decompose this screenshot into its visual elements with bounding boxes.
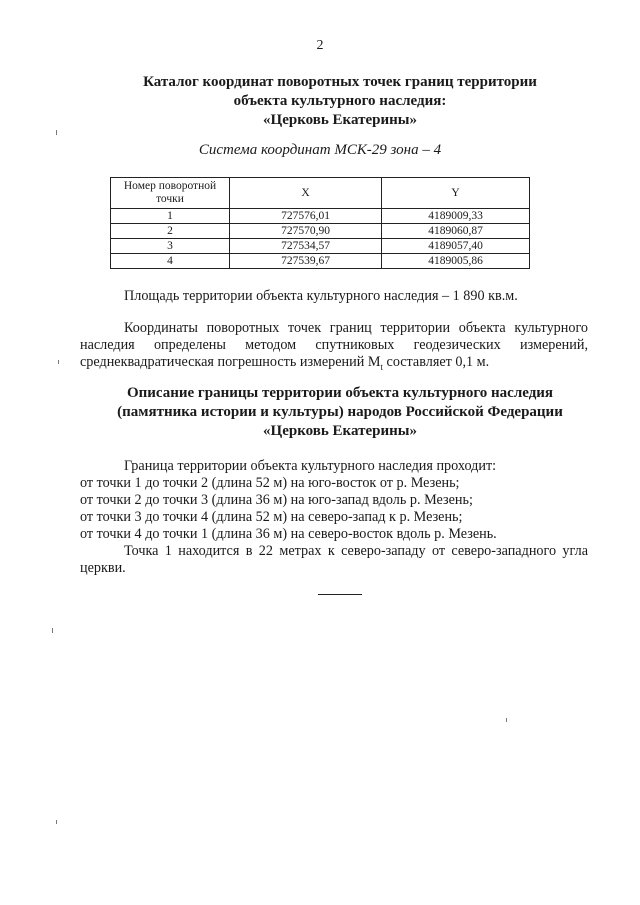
boundary-segment: от точки 4 до точки 1 (длина 36 м) на северо-восток вдоль р. Мезень. <box>80 526 497 542</box>
boundary-segment: от точки 1 до точки 2 (длина 52 м) на юго-восток от р. Мезень; <box>80 475 460 491</box>
catalog-heading-line: Каталог координат поворотных точек границ территории <box>143 74 537 90</box>
cell-x: 727539,67 <box>230 254 382 269</box>
cell-point-number: 2 <box>111 224 230 239</box>
method-text-end: составляет 0,1 м. <box>382 354 490 370</box>
scan-mark <box>506 718 507 722</box>
cell-y: 4189009,33 <box>382 209 530 224</box>
scan-mark <box>52 628 53 633</box>
area-paragraph: Площадь территории объекта культурного наследия – 1 890 кв.м. <box>124 288 518 304</box>
cell-point-number: 4 <box>111 254 230 269</box>
end-separator <box>318 594 362 595</box>
cell-point-number: 1 <box>111 209 230 224</box>
cell-point-number: 3 <box>111 239 230 254</box>
table-row <box>111 254 530 269</box>
description-heading <box>80 384 600 441</box>
measurement-subscript: t <box>380 361 383 372</box>
coordinates-method-paragraph <box>80 320 588 376</box>
column-header-y: Y <box>382 178 530 209</box>
boundary-description <box>80 458 588 577</box>
table-header-row <box>111 178 530 209</box>
boundary-segment: от точки 2 до точки 3 (длина 36 м) на юго-запад вдоль р. Мезень; <box>80 492 473 508</box>
catalog-heading-line: объекта культурного наследия: <box>233 93 447 109</box>
method-text: Координаты поворотных точек границ территории объекта культурного наследия определены методом спутниковых геодезических измерений, среднеквадратическая погрешность измерений M <box>80 320 588 370</box>
boundary-segment: от точки 3 до точки 4 (длина 52 м) на северо-запад к р. Мезень; <box>80 509 463 525</box>
description-heading-line: (памятника истории и культуры) народов Российской Федерации <box>117 404 563 420</box>
column-header-point: Номер поворотной точки <box>111 178 230 209</box>
cell-y: 4189060,87 <box>382 224 530 239</box>
description-heading-line: Описание границы территории объекта культурного наследия <box>126 385 554 401</box>
coordinates-table <box>110 177 530 269</box>
column-header-x: X <box>230 178 382 209</box>
catalog-heading-line: «Церковь Екатерины» <box>263 112 417 128</box>
coordinate-system-label: Система координат МСК-29 зона – 4 <box>198 142 442 158</box>
scan-mark <box>58 360 59 364</box>
table-row <box>111 224 530 239</box>
scan-mark <box>56 130 57 135</box>
cell-x: 727534,57 <box>230 239 382 254</box>
point-location-note: Точка 1 находится в 22 метрах к северо-западу от северо-западного угла церкви. <box>80 543 588 576</box>
description-heading-line: «Церковь Екатерины» <box>263 423 417 439</box>
catalog-heading <box>80 73 600 130</box>
table-row <box>111 239 530 254</box>
cell-y: 4189005,86 <box>382 254 530 269</box>
page-number: 2 <box>316 38 324 53</box>
cell-y: 4189057,40 <box>382 239 530 254</box>
boundary-intro: Граница территории объекта культурного наследия проходит: <box>124 458 497 474</box>
table-row <box>111 209 530 224</box>
cell-x: 727570,90 <box>230 224 382 239</box>
cell-x: 727576,01 <box>230 209 382 224</box>
scan-mark <box>56 820 57 824</box>
